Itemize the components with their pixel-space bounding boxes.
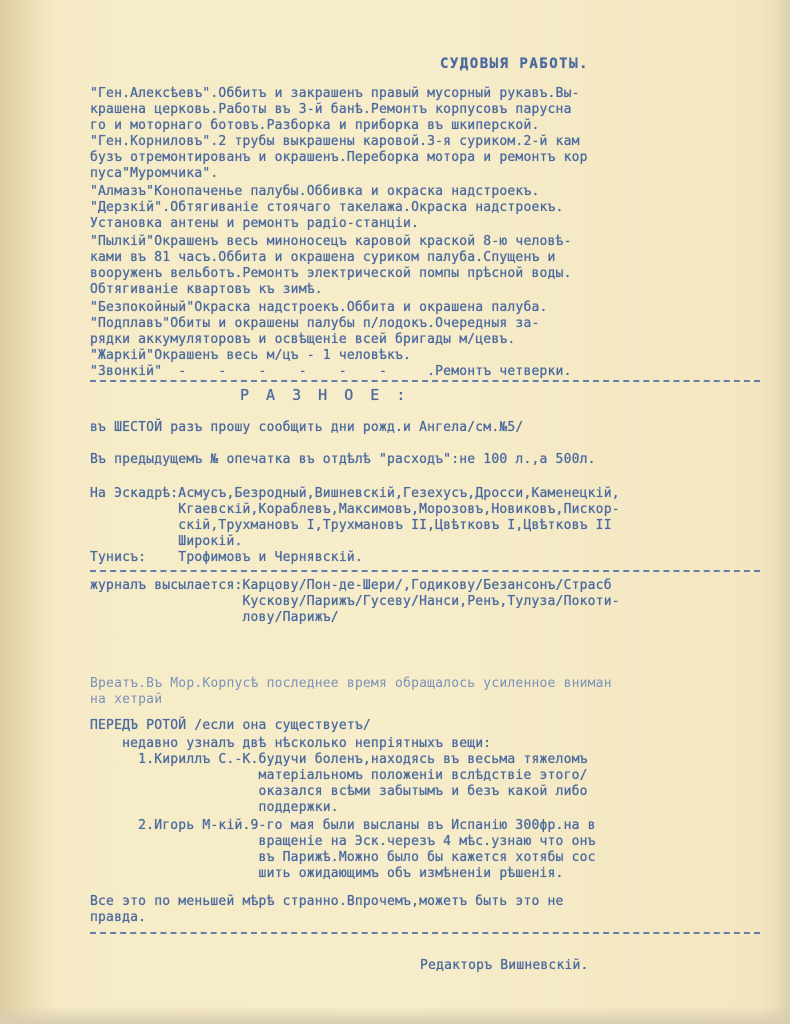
eskadra-line: Тунисъ: Трофимовъ и Чернявскiй.: [90, 550, 363, 565]
eskadra-line: скiй,Трухмановъ I,Трухмановъ II,Цвѣтковъ I,Цвѣтковъ II: [90, 518, 612, 533]
page-bottom-edge: [0, 1006, 790, 1024]
section-divider: [90, 932, 760, 934]
ships-line: рядки аккумуляторовъ и освѣщенiе всей бригады м/цевъ.: [90, 332, 516, 347]
ships-line: "Безпокойный"Окраска надстроекъ.Оббита и окрашена палуба.: [90, 300, 548, 315]
ships-line: "Подплавъ"Обиты и окрашены палубы п/лодокъ.Очередныя за-: [90, 316, 540, 331]
ships-line: "Дерзкiй".Обтягиванiе стоячаго такелажа.Окраска надстроекъ.: [90, 200, 564, 215]
journal-line: лову/Парижъ/: [90, 610, 339, 625]
ships-line: "Ген.Корниловъ".2 трубы выкрашены каровой.3-я суриком.2-й кам: [90, 134, 580, 149]
ships-line: "Пылкiй"Окрашенъ весь миноносецъ каровой краской 8-ю человѣ-: [90, 234, 572, 249]
journal-line: журналъ высылается:Карцову/Пон-де-Шери/,Годикову/Безансонъ/Страсб: [90, 578, 612, 593]
misc-line: въ ШЕСТОЙ разъ прошу сообщить дни рожд.и Ангела/см.№5/: [90, 420, 524, 435]
ships-line: пуса"Муромчика".: [90, 166, 219, 181]
section-divider: [90, 380, 760, 382]
misc-title: Р А З Н О Е :: [240, 386, 410, 404]
closing-line: правда.: [90, 910, 147, 925]
rota-line: 2.Игорь М-кiй.9-го мая были высланы въ Испанiю 300фр.на в: [90, 818, 596, 833]
eskadra-line: Широкiй.: [90, 534, 243, 549]
eskadra-line: Кгаевскiй,Кораблевъ,Максимовъ,Морозовъ,Новиковъ,Пискор-: [90, 502, 620, 517]
ships-line: вооруженъ вельботъ.Ремонтъ электрической помпы прѣсной воды.: [90, 266, 572, 281]
ships-line: Установка антены и ремонтъ радiо-станцiи.: [90, 216, 420, 231]
page-fold-shadow: [0, 0, 60, 1024]
rota-line: въ Парижѣ.Можно было бы кажется хотябы сос: [90, 850, 596, 865]
rota-line: оказался всѣми забытымъ и безъ какой либо: [90, 784, 588, 799]
rota-line: 1.Кириллъ С.-К.будучи боленъ,находясь въ весьма тяжеломъ: [90, 752, 588, 767]
ships-line: "Жаркiй"Окрашенъ весь м/цъ - 1 человѣкъ.: [90, 348, 412, 363]
ships-line: бузъ отремонтированъ и окрашенъ.Переборка мотора и ремонтъ кор: [90, 150, 588, 165]
section-divider: [90, 570, 760, 572]
misc-line: Въ предыдущемъ № опечатка въ отдѣлѣ "расходъ":не 100 л.,а 500л.: [90, 452, 596, 467]
korpus-line: на хетрай: [90, 692, 163, 707]
rota-line: матерiальномъ положенiи вслѣдствiе этого/: [90, 768, 588, 783]
ships-line: ками въ 81 часъ.Оббита и окрашена суриком палуба.Спущенъ и: [90, 250, 556, 265]
ships-line: Обтягиванiе квартовъ къ зимѣ.: [90, 282, 323, 297]
ships-line: "Ген.Алексѣевъ".Оббитъ и закрашенъ правый мусорный рукавъ.Вы-: [90, 86, 580, 101]
rota-line: вращенiе на Эск.черезъ 4 мѣс.узнаю что онъ: [90, 834, 596, 849]
ships-line: го и моторнаго ботовъ.Разборка и приборка въ шкиперской.: [90, 118, 540, 133]
closing-line: Все это по меньшей мѣрѣ странно.Впрочемъ,можетъ быть это не: [90, 894, 564, 909]
page-title: СУДОВЫЯ РАБОТЫ.: [440, 56, 589, 72]
ships-line: "Алмазъ"Конопаченье палубы.Оббивка и окраска надстроекъ.: [90, 184, 540, 199]
ships-line: крашена церковь.Работы въ 3-й банѣ.Ремонтъ корпусовъ парусна: [90, 102, 572, 117]
rota-line: ПЕРЕДЪ РОТОЙ /если она существуетъ/: [90, 718, 371, 733]
page-right-edge: [776, 0, 790, 1024]
editor-signature: Редакторъ Вишневскiй.: [420, 958, 589, 973]
ships-line: "Звонкiй" - - - - - - .Ремонтъ четверки.: [90, 364, 572, 379]
eskadra-line: На Эскадрѣ:Асмусъ,Безродный,Вишневскiй,Гезехусъ,Дросси,Каменецкiй,: [90, 486, 620, 501]
rota-line: шить ожидающимъ объ измѣненiи рѣшенiя.: [90, 866, 564, 881]
journal-line: Кускову/Парижъ/Гусеву/Нанси,Ренъ,Тулуза/Покоти-: [90, 594, 620, 609]
rota-line: недавно узналъ двѣ нѣсколько непрiятныхъ вещи:: [90, 736, 492, 751]
korpus-line: Вреатъ.Въ Мор.Корпусѣ последнее время обращалось усиленное вниман: [90, 676, 612, 691]
rota-line: поддержки.: [90, 800, 339, 815]
